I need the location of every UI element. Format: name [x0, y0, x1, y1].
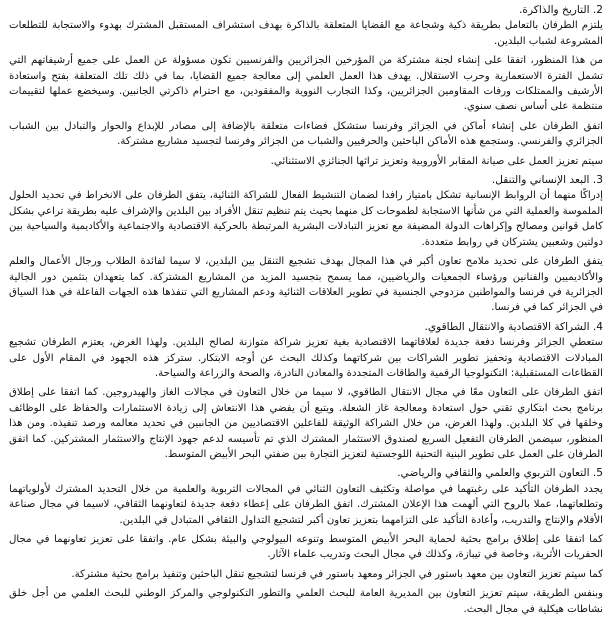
paragraph: من هذا المنظور، اتفقا على إنشاء لجنة مشتركة من المؤرخين الجزائريين والفرنسيين تكون مسؤولة عن العمل على جميع أرشيفاتهم التي تشمل الفترة الاستعمارية وحرب الاستقلال. يهدف هذا العمل العلمي إلى معالجة جميع القضايا، بما في ذلك تلك المتعلقة بفتح واستعادة الأرشيف والممتلكات ورفات المقاومين الجزائريين، وكذا التجارب النووية والمفقودين، مع احترام ذاكرتي الجانبين. وسيخضع عملها لتقييمات منتظمة على أساس نصف سنوي.: [9, 55, 603, 113]
paragraph: كما سيتم تعزيز التعاون بين معهد باستور في الجزائر ومعهد باستور في فرنسا لتشجيع تنقل الباحثين وتنفيذ برامج بحثية مشتركة.: [71, 568, 603, 580]
paragraph: كما اتفقا على إطلاق برامج بحثية لحماية البحر الأبيض المتوسط وتنوعه البيولوجي والبيئة بشكل عام. واتفقا على تعزيز تعاونهما في مجال الحفريات الأثرية، وخاصة في تيبازة، وكذلك في مجال البحث وتدريب علماء الآثار.: [9, 534, 603, 561]
section-heading: 3. البعد الإنساني والتنقل.: [491, 174, 603, 187]
section-heading: 5. التعاون التربوي والعلمي والثقافي والرياضي.: [397, 467, 603, 480]
paragraph: يلتزم الطرفان بالتعامل بطريقة ذكية وشجاعة مع القضايا المتعلقة بالذاكرة بهدف استشراف المستقبل المشترك بهدوء والاستجابة للتطلعات المشروعة لشباب البلدين.: [9, 20, 603, 47]
paragraph: اتفق الطرفان على التعاون معًا في مجال الانتقال الطاقوي، لا سيما من خلال التعاون في مجالات الغاز والهيدروجين. كما اتفقا على إطلاق برنامج بحث ابتكاري تقني حول استعادة ومعالجة غاز الشعلة. ويتبع أن يفضي هذا الانتعاش إلى زيادة الاستثمارات والحفاظ على الوظائف وخلقها في كلا البلدين. ولهذا الغرض، من خلال الشراكة الوثيقة للفاعلين الاقتصاديين من الجانبين في تحديد معالمه ورصد تنفيذه. ومن هذا المنظور، سيضمن الطرفان التفعيل السريع لصندوق الاستثمار المشترك الذي تم تأسيسه لدعم جهود الإنتاج والاستثمار المشتركين. كما اتفق الطرفان على العمل على تطوير البنية التحتية اللوجستية لتعزيز التجارة بين ضفتي البحر الأبيض المتوسط.: [9, 387, 603, 460]
paragraph: يجدد الطرفان التأكيد على رغبتهما في مواصلة وتكثيف التعاون الثنائي في المجالات التربوية والعلمية من خلال التحديد المشترك لأولوياتهما وتطلعاتهما، عملا بالروح التي ألهمت هذا الإعلان المشترك. اتفق الطرفان على إعطاء دفعة جديدة لتعاونهما الثقافي، لاسيما في مجال صناعة الأفلام والإنتاج والتدريب، وأعادة التأكيد على التزامهما بتعزيز تعاون أكبر لتشجيع التداول الثقافي المتبادل في البلدين.: [9, 483, 603, 526]
section-economic-energy: [9, 320, 603, 463]
paragraph: ستعطي الجزائر وفرنسا دفعة جديدة لعلاقاتهما الاقتصادية بغية تعزيز شراكة متوازنة لصالح البلدين. ولهذا الغرض، يعتزم الطرفان تشجيع المبادلات الاقتصادية وتحفيز تطوير الشراكات بين شركاتهما وكذلك البحث عن أوجه الابتكار. ستركز هذه الجهود في المقام الأول على القطاعات المستقبلية: التكنولوجيا الرقمية والطاقات المتجددة والمعادن النادرة، والصحة والزراعة والسياحة.: [9, 337, 603, 379]
section-heading: 4. الشراكة الاقتصادية والانتقال الطاقوي.: [424, 320, 603, 333]
section-heading: 2. التاريخ والذاكرة.: [519, 4, 603, 16]
section-education-culture-sport: [9, 466, 603, 617]
paragraph: اتفق الطرفان على إنشاء أماكن في الجزائر وفرنسا ستشكل فضاءات متعلقة بالإضافة إلى مصادر للإبداع والحوار والتبادل بين الشباب الجزائري والفرنسي. وستجمع هذه الأماكن الباحثين والحرفيين والشباب من الجزائر وفرنسا لتجسيد مشاريع مشتركة.: [9, 120, 603, 148]
paragraph: سيتم تعزيز العمل على صيانة المقابر الأوروبية وتعزيز تراثها الجنائزي الاستثنائي.: [270, 155, 603, 167]
section-history-memory: [9, 3, 603, 169]
paragraph: يتفق الطرفان على تحديد ملامح تعاون أكبر في هذا المجال بهدف تشجيع التنقل بين البلدين، لا سيما لفائدة الطلاب ورجال الأعمال والعلم والأكاديميين والفنانين ورؤساء الجمعيات والرياضيين، مما يسمح بتجسيد المزيد من المشاريع المشتركة. كما يتعهدان بتثمين دور الجالية الجزائرية في فرنسا والمواطنين مزدوجي الجنسية في تطوير العلاقات الثنائية ودعم المشاريع التي تنفذها هذه الجهات الفاعلة في هذا السياق في الجزائر كما في فرنسا.: [9, 256, 603, 314]
section-human-mobility: [9, 173, 603, 316]
paragraph: إدراكًا منهما أن الروابط الإنسانية تشكل بامتياز رافدا لضمان التنشيط الفعال للشراكة الثنائية، يتفق الطرفان على الانخراط في تحديد الحلول الملموسة والعملية التي من شأنها الاستجابة لطموحات كل منهما بحيث يتم تنظيم تنقل الأفراد بين البلدين والإشراف عليه بطريقة تراعي بشكل كامل قوانين ومصالح وإكراهات الدولة المضيفة مع تعزيز التبادلات البشرية المرتبطة بالحركية الاقتصادية والاجتماعية والأكاديمية والسياحية بين دولتين وشعبين يشتركان في روابط متعددة.: [9, 190, 603, 248]
paragraph: وبنفس الطريقة، سيتم تعزيز التعاون بين المديرية العامة للبحث العلمي والتطور التكنولوجي والمركز الوطني للبحث العلمي من أجل خلق نشاطات هيكلية في مجال البحث.: [9, 588, 603, 615]
